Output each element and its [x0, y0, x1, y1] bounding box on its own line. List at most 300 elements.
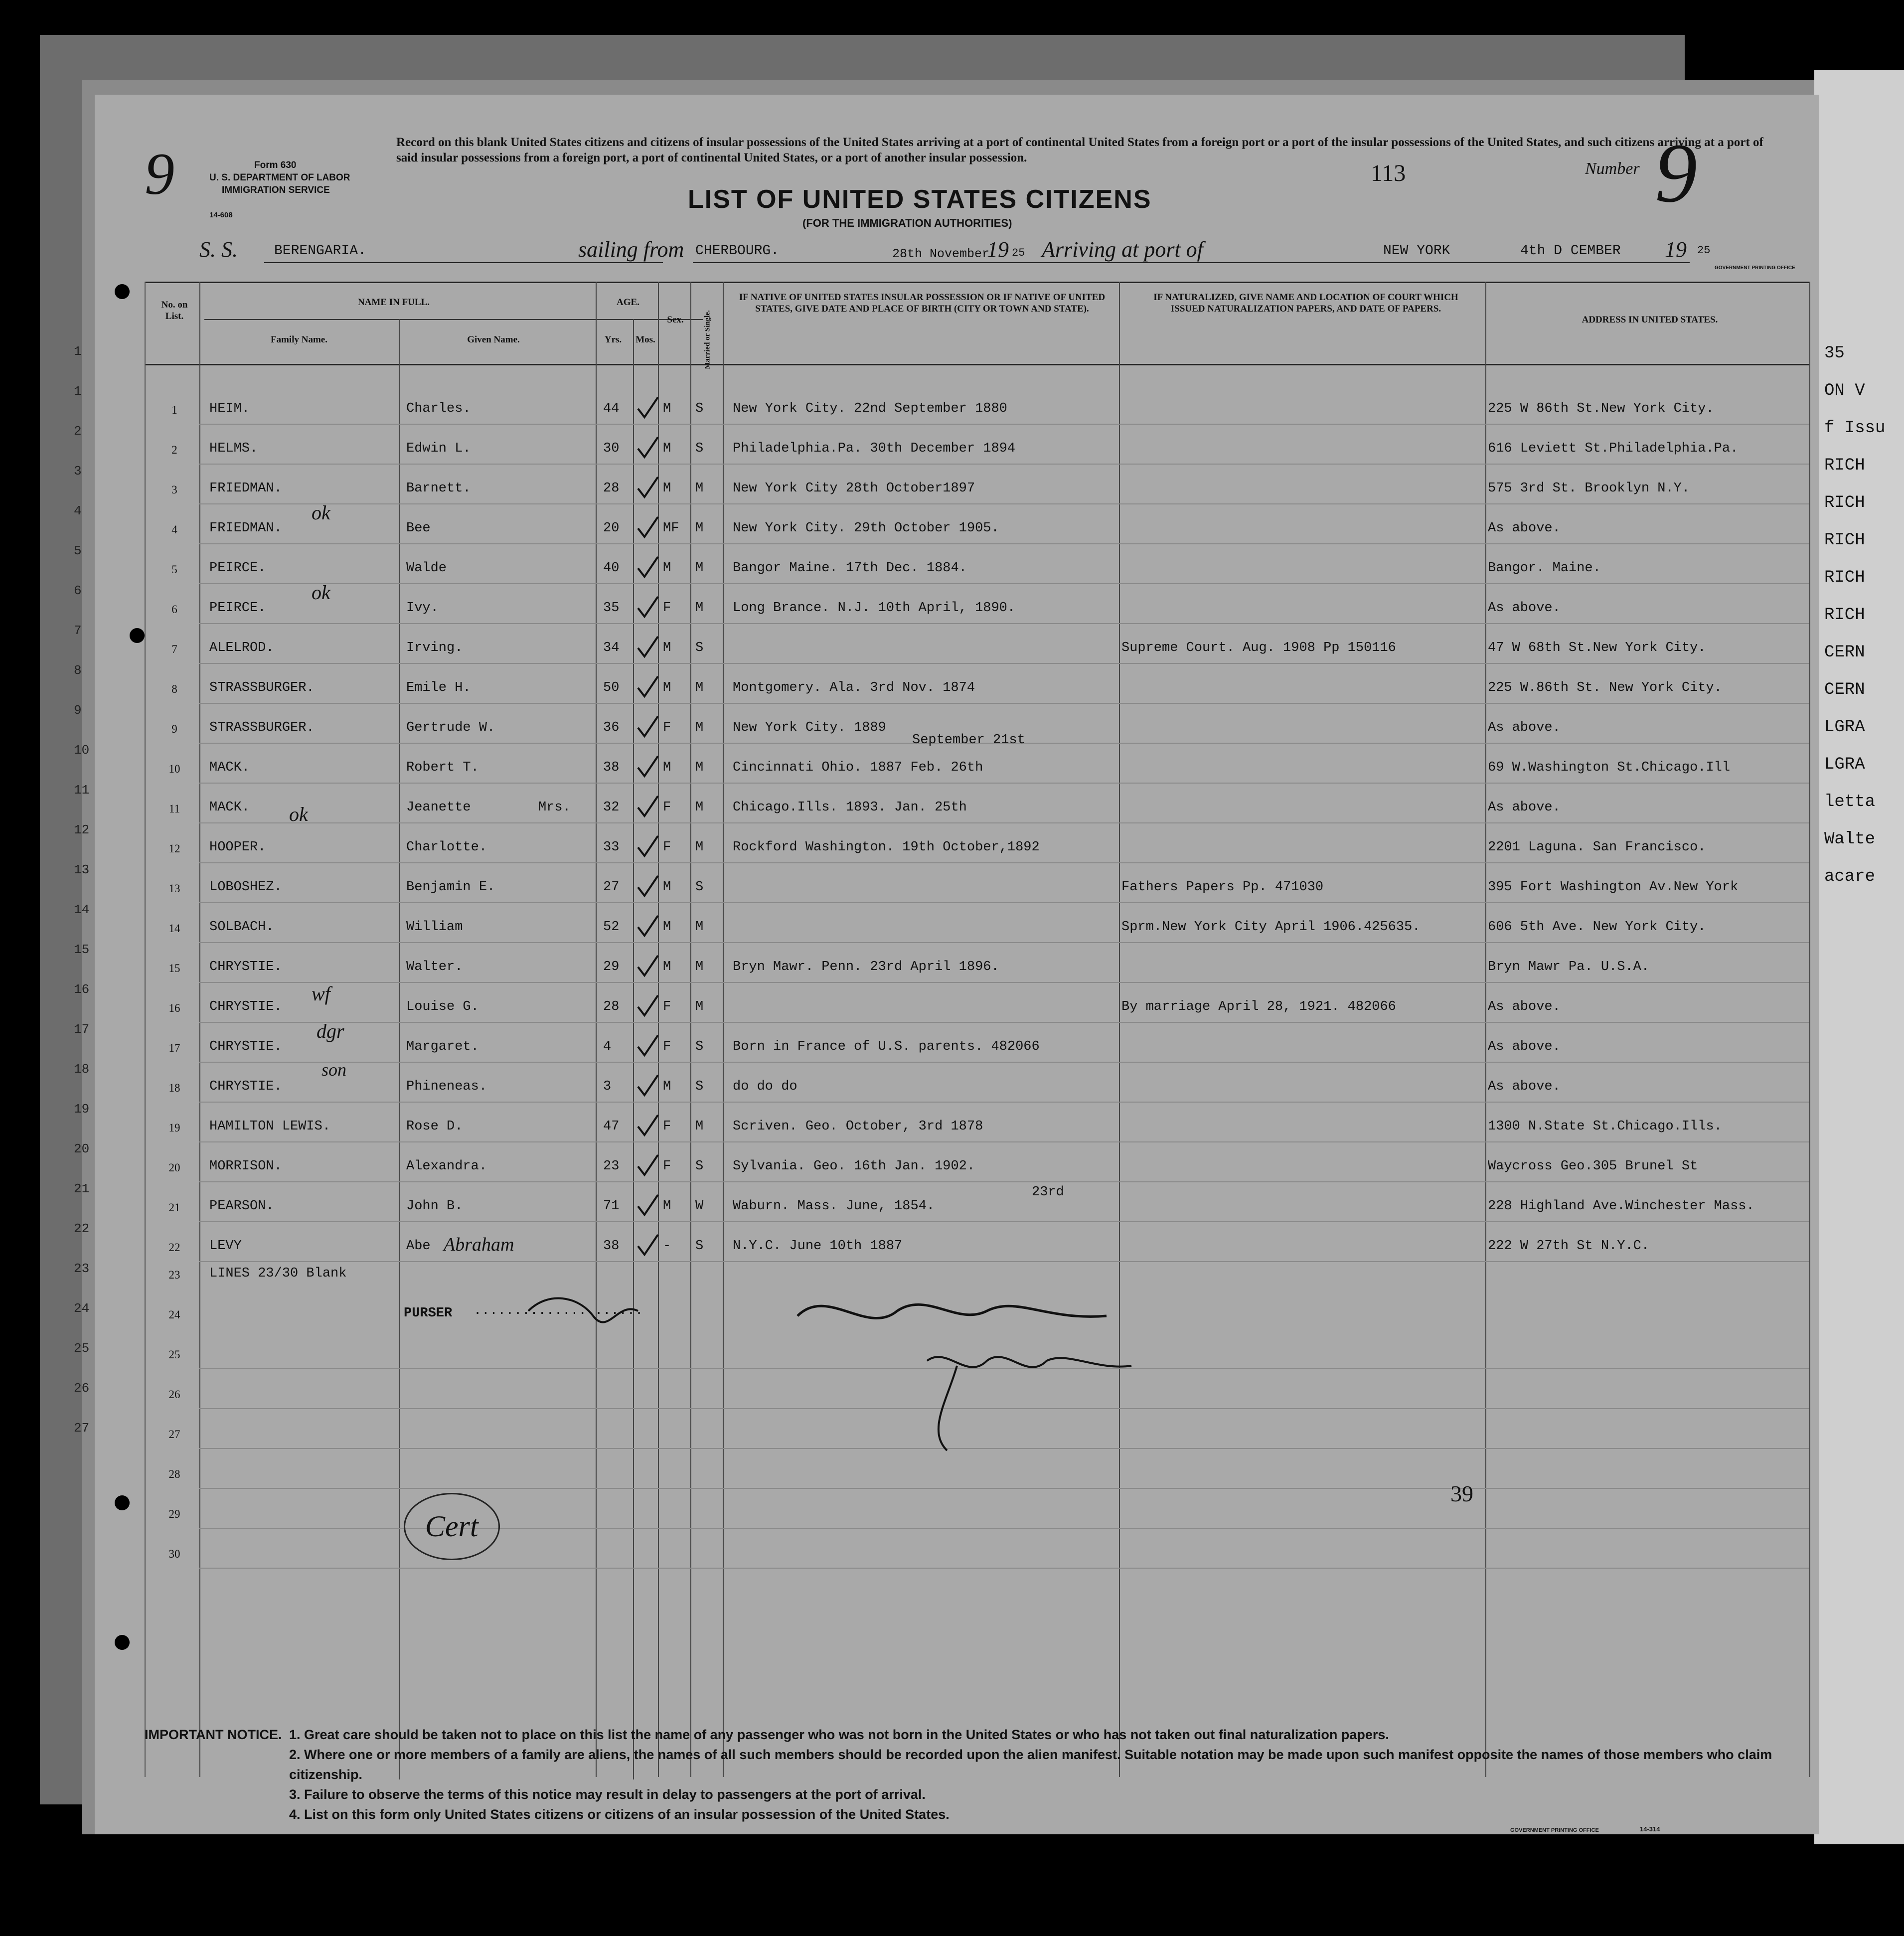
us-address: 575 3rd St. Brooklyn N.Y. [1488, 481, 1690, 496]
adjacent-page-text: CERN [1824, 643, 1865, 662]
adjacent-page-text: LGRA [1824, 755, 1865, 774]
age-years: 71 [603, 1199, 620, 1214]
age-years: 34 [603, 641, 620, 655]
line-number: 28 [168, 1468, 180, 1480]
marital-status: M [695, 760, 704, 775]
row-number: 17 [168, 1042, 180, 1054]
adjacent-line-number: 22 [74, 1221, 90, 1236]
birth-info: Scriven. Geo. October, 3rd 1878 [733, 1119, 983, 1134]
age-years: 28 [603, 481, 620, 496]
age-years: 38 [603, 760, 620, 775]
check-mark [635, 636, 660, 660]
birth-info: Long Brance. N.J. 10th April, 1890. [733, 601, 1016, 616]
family-name: LEVY [209, 1239, 242, 1254]
birth-info-cont: September 21st [912, 733, 1025, 748]
birth-info: New York City 28th October1897 [733, 481, 975, 496]
family-name: CHRYSTIE. [209, 960, 282, 974]
given-name: Abe [406, 1239, 431, 1254]
line-number: 26 [168, 1388, 180, 1401]
record-instructions: Record on this blank United States citizens and citizens of insular possessions of the United States arriving at a port of continental United States from a foreign port or a port of the insular possessions of the United States, and such citizens arriving at a port of said insular possessions from a foreign port, a port of continental United States, or a port of another insular possession. [396, 136, 1763, 164]
page-subtitle: (FOR THE IMMIGRATION AUTHORITIES) [802, 217, 1012, 229]
adjacent-line-number: 10 [74, 743, 90, 758]
handwritten-page-number: 9 [145, 141, 174, 207]
service: IMMIGRATION SERVICE [222, 185, 330, 195]
adjacent-page-fragment [1814, 70, 1904, 1844]
sex: F [663, 1159, 671, 1174]
check-mark [635, 396, 660, 421]
check-mark [635, 955, 660, 979]
age-years: 35 [603, 601, 620, 616]
given-name: Margaret. [406, 1039, 479, 1054]
marital-status: M [695, 720, 704, 735]
row-number: 18 [168, 1082, 180, 1094]
age-years: 36 [603, 720, 620, 735]
number-value: 9 [1655, 126, 1697, 220]
row-rule [199, 464, 1809, 465]
sex: F [663, 1119, 671, 1134]
sex: M [663, 1199, 671, 1214]
marital-status: S [695, 880, 704, 895]
row-rule [199, 1568, 1809, 1569]
arrival-port: NEW YORK [1383, 243, 1450, 259]
adjacent-line-number: 6 [74, 583, 82, 598]
check-mark [635, 1234, 660, 1259]
adjacent-line-number: 25 [74, 1341, 90, 1356]
row-number: 8 [171, 683, 177, 695]
family-name: HOOPER. [209, 840, 266, 855]
adjacent-line-number: 21 [74, 1181, 90, 1196]
check-mark [635, 795, 660, 820]
us-address: 228 Highland Ave.Winchester Mass. [1488, 1199, 1754, 1214]
given-name: Ivy. [406, 601, 439, 616]
check-mark [635, 835, 660, 860]
row-rule [199, 1488, 1809, 1489]
notice-item: 2. Where one or more members of a family are aliens, the names of all such members should be recorded upon the alien manifest. Suitable notation may be made upon such manifest opposite the names of those members who claim citizenship. [289, 1747, 1772, 1782]
row-rule [199, 862, 1809, 863]
us-address: As above. [1488, 601, 1561, 616]
sailing-label: sailing from [578, 237, 684, 262]
us-address: 222 W 27th St N.Y.C. [1488, 1239, 1650, 1254]
check-mark [635, 516, 660, 541]
check-mark [635, 1194, 660, 1219]
given-name: Barnett. [406, 481, 471, 496]
marital-status: M [695, 1119, 704, 1134]
marital-status: S [695, 1079, 704, 1094]
col-sex: Sex. [667, 315, 684, 325]
notice-item: 4. List on this form only United States citizens or citizens of an insular possession of the United States. [289, 1807, 950, 1822]
col-name-in-full: NAME IN FULL. [357, 297, 430, 308]
us-address: As above. [1488, 999, 1561, 1014]
given-name-suffix: Mrs. [538, 800, 571, 815]
row-number: 11 [168, 803, 180, 815]
marital-status: M [695, 680, 704, 695]
sex: M [663, 1079, 671, 1094]
birth-info: Montgomery. Ala. 3rd Nov. 1874 [733, 680, 975, 695]
marital-status: S [695, 441, 704, 456]
adjacent-line-number: 3 [74, 464, 82, 479]
marital-status: M [695, 840, 704, 855]
sex: M [663, 561, 671, 576]
sex: F [663, 800, 671, 815]
age-years: 44 [603, 401, 620, 416]
marital-status: M [695, 561, 704, 576]
check-mark [635, 1074, 660, 1099]
arrival-year-prefix: 19 [1665, 237, 1687, 262]
family-name: MORRISON. [209, 1159, 282, 1174]
family-name: ALELROD. [209, 641, 274, 655]
adjacent-line-number: 17 [74, 1022, 90, 1037]
naturalization-info: By marriage April 28, 1921. 482066 [1121, 999, 1396, 1014]
us-address: As above. [1488, 800, 1561, 815]
family-name: CHRYSTIE. [209, 1079, 282, 1094]
sailing-year-prefix: 19 [987, 237, 1009, 262]
family-name: SOLBACH. [209, 920, 274, 935]
handwritten-cert-mark: Cert [404, 1493, 500, 1560]
line-number: 25 [168, 1348, 180, 1361]
us-address: 616 Leviett St.Philadelphia.Pa. [1488, 441, 1739, 456]
family-name: STRASSBURGER. [209, 680, 315, 695]
adjacent-line-number: 1 [74, 344, 82, 359]
row-rule [199, 1261, 1809, 1262]
us-address: Waycross Geo.305 Brunel St [1488, 1159, 1698, 1174]
handwritten-note-row18: son [321, 1060, 347, 1080]
sailing-year: 25 [1012, 247, 1025, 259]
age-years: 40 [603, 561, 620, 576]
check-mark [635, 1114, 660, 1139]
marital-status: M [695, 999, 704, 1014]
sex: M [663, 481, 671, 496]
row-number: 22 [168, 1241, 180, 1254]
adjacent-page-text: acare [1824, 867, 1876, 886]
given-name: Edwin L. [406, 441, 471, 456]
us-address: As above. [1488, 1079, 1561, 1094]
row-rule [199, 1022, 1809, 1023]
us-address: Bangor. Maine. [1488, 561, 1601, 576]
signature-scribbles [518, 1281, 1216, 1460]
row-rule [199, 822, 1809, 823]
adjacent-line-number: 27 [74, 1421, 90, 1436]
given-name: Emile H. [406, 680, 471, 695]
family-name: CHRYSTIE. [209, 1039, 282, 1054]
age-years: 4 [603, 1039, 612, 1054]
col-address: ADDRESS IN UNITED STATES. [1582, 315, 1718, 325]
col-age: AGE. [617, 297, 639, 308]
family-name: MACK. [209, 800, 250, 815]
family-name: HELMS. [209, 441, 258, 456]
sex: M [663, 641, 671, 655]
given-name: Irving. [406, 641, 463, 655]
adjacent-line-number: 20 [74, 1141, 90, 1156]
adjacent-line-number: 23 [74, 1261, 90, 1276]
form-code: 14-608 [209, 211, 233, 219]
family-name: PEIRCE. [209, 601, 266, 616]
row-rule [199, 783, 1809, 784]
purser-dots: ..................... [474, 1303, 643, 1318]
age-years: 29 [603, 960, 620, 974]
sex: F [663, 1039, 671, 1054]
handwritten-note-row16: wf [312, 982, 330, 1005]
adjacent-page-text: CERN [1824, 680, 1865, 699]
us-address: 1300 N.State St.Chicago.Ills. [1488, 1119, 1722, 1134]
ship-name: BERENGARIA. [274, 243, 366, 259]
us-address: As above. [1488, 1039, 1561, 1054]
row-number: 4 [171, 523, 177, 536]
marital-status: S [695, 1039, 704, 1054]
blank-lines-note: LINES 23/30 Blank [209, 1266, 347, 1281]
handwritten-note-row4: ok [312, 501, 330, 524]
adjacent-page-text: f Issu [1824, 419, 1886, 438]
col-no: No. on List. [161, 300, 188, 322]
sex: F [663, 720, 671, 735]
age-years: 33 [603, 840, 620, 855]
age-years: 23 [603, 1159, 620, 1174]
row-rule [199, 902, 1809, 903]
birth-info: Cincinnati Ohio. 1887 Feb. 26th [733, 760, 983, 775]
department: U. S. DEPARTMENT OF LABOR [209, 172, 350, 183]
given-name: Gertrude W. [406, 720, 495, 735]
row-rule [199, 1181, 1809, 1182]
col-family-name: Family Name. [271, 334, 327, 345]
given-name: Alexandra. [406, 1159, 487, 1174]
age-years: 30 [603, 441, 620, 456]
adjacent-line-number: 11 [74, 783, 90, 798]
family-name: MACK. [209, 760, 250, 775]
adjacent-page-text: letta [1824, 793, 1876, 811]
check-mark [635, 755, 660, 780]
row-rule [199, 663, 1809, 664]
birth-info: New York City. 29th October 1905. [733, 521, 999, 536]
check-mark [635, 994, 660, 1019]
us-address: 225 W.86th St. New York City. [1488, 680, 1722, 695]
naturalization-info: Sprm.New York City April 1906.425635. [1121, 920, 1421, 935]
age-years: 20 [603, 521, 620, 536]
sex: F [663, 999, 671, 1014]
adjacent-line-number: 7 [74, 623, 82, 638]
row-number: 15 [168, 962, 180, 974]
col-naturalized: IF NATURALIZED, GIVE NAME AND LOCATION OF COURT WHICH ISSUED NATURALIZATION PAPERS, AND DATE OF PAPERS. [1153, 292, 1458, 314]
family-name: PEARSON. [209, 1199, 274, 1214]
given-name: Walde [406, 561, 447, 576]
sex: M [663, 401, 671, 416]
col-married: Married or Single. [703, 310, 712, 369]
sex: M [663, 441, 671, 456]
row-number: 5 [171, 563, 177, 576]
number-label: Number [1585, 160, 1640, 178]
row-number: 20 [168, 1161, 180, 1174]
footer-code: 14-314 [1640, 1825, 1660, 1833]
adjacent-line-number: 1 [74, 384, 82, 399]
row-rule [199, 623, 1809, 624]
adjacent-page-text: 35 [1824, 344, 1845, 363]
adjacent-line-number: 8 [74, 663, 82, 678]
us-address: As above. [1488, 720, 1561, 735]
row-rule [199, 1141, 1809, 1142]
line-number-24: 24 [168, 1308, 180, 1321]
row-rule [199, 942, 1809, 943]
page-stamp: 39 [1450, 1481, 1473, 1506]
adjacent-line-number: 9 [74, 703, 82, 718]
marital-status: M [695, 960, 704, 974]
adjacent-page-text: RICH [1824, 568, 1865, 587]
arriving-label: Arriving at port of [1042, 237, 1203, 262]
marital-status: S [695, 1159, 704, 1174]
adjacent-page-text: LGRA [1824, 718, 1865, 737]
check-mark [635, 675, 660, 700]
handwritten-note-row6: ok [312, 581, 330, 604]
row-rule [199, 1062, 1809, 1063]
notice-item: 1. Great care should be taken not to place on this list the name of any passenger who was not born in the United States or who has not taken out final naturalization papers. [289, 1727, 1389, 1742]
family-name: HEIM. [209, 401, 250, 416]
arrival-date: 4th D CEMBER [1520, 243, 1621, 259]
gpo-footer: GOVERNMENT PRINTING OFFICE [1510, 1827, 1599, 1833]
page-title: LIST OF UNITED STATES CITIZENS [688, 185, 1152, 214]
row-rule [199, 503, 1809, 504]
birth-info: Philadelphia.Pa. 30th December 1894 [733, 441, 1016, 456]
adjacent-page-text: RICH [1824, 456, 1865, 475]
age-years: 52 [603, 920, 620, 935]
birth-info: Born in France of U.S. parents. 482066 [733, 1039, 1040, 1054]
purser-label: PURSER [404, 1306, 453, 1321]
form-number: Form 630 [254, 160, 297, 170]
sex: - [663, 1239, 671, 1254]
us-address: Bryn Mawr Pa. U.S.A. [1488, 960, 1650, 974]
given-name: Jeanette [406, 800, 471, 815]
row-number: 2 [171, 444, 177, 456]
birth-info: do do do [733, 1079, 797, 1094]
row-rule [199, 424, 1809, 425]
family-name: STRASSBURGER. [209, 720, 315, 735]
sex: M [663, 960, 671, 974]
naturalization-info: Supreme Court. Aug. 1908 Pp 150116 [1121, 641, 1396, 655]
given-name: Benjamin E. [406, 880, 495, 895]
birth-info: Bryn Mawr. Penn. 23rd April 1896. [733, 960, 999, 974]
adjacent-line-number: 13 [74, 862, 90, 877]
row-number: 3 [171, 484, 177, 496]
given-name: Phineneas. [406, 1079, 487, 1094]
adjacent-page-text: Walte [1824, 830, 1876, 849]
marital-status: M [695, 920, 704, 935]
col-given-name: Given Name. [467, 334, 520, 345]
binder-hole [130, 628, 145, 643]
family-name: HAMILTON LEWIS. [209, 1119, 331, 1134]
row-rule [199, 982, 1809, 983]
birth-info-inserted: 23rd [1032, 1185, 1064, 1200]
line-number: 27 [168, 1428, 180, 1441]
row-rule [199, 1102, 1809, 1103]
given-name: Bee [406, 521, 431, 536]
sex: F [663, 601, 671, 616]
birth-info: Bangor Maine. 17th Dec. 1884. [733, 561, 967, 576]
birth-info: Chicago.Ills. 1893. Jan. 25th [733, 800, 967, 815]
sailing-port: CHERBOURG. [695, 243, 780, 259]
gpo-mark: GOVERNMENT PRINTING OFFICE [1715, 265, 1795, 271]
sex: M [663, 680, 671, 695]
given-name: Robert T. [406, 760, 479, 775]
age-years: 28 [603, 999, 620, 1014]
row-number: 1 [171, 404, 177, 416]
check-mark [635, 1154, 660, 1179]
row-rule [199, 543, 1809, 544]
age-years: 32 [603, 800, 620, 815]
adjacent-line-number: 5 [74, 543, 82, 558]
given-name: William [406, 920, 463, 935]
row-number: 16 [168, 1002, 180, 1014]
age-years: 38 [603, 1239, 620, 1254]
arrival-year: 25 [1697, 244, 1711, 257]
marital-status: M [695, 800, 704, 815]
col-years: Yrs. [604, 334, 622, 345]
line-number-23: 23 [168, 1269, 180, 1281]
marital-status: M [695, 521, 704, 536]
adjacent-line-number: 4 [74, 503, 82, 518]
given-name: John B. [406, 1199, 463, 1214]
given-name: Charlotte. [406, 840, 487, 855]
col-months: Mos. [635, 334, 655, 345]
check-mark [635, 1034, 660, 1059]
adjacent-page-text: RICH [1824, 606, 1865, 625]
birth-info: Sylvania. Geo. 16th Jan. 1902. [733, 1159, 975, 1174]
row-number: 14 [168, 922, 180, 935]
line-number: 30 [168, 1548, 180, 1560]
row-rule [199, 703, 1809, 704]
given-name: Walter. [406, 960, 463, 974]
family-name: LOBOSHEZ. [209, 880, 282, 895]
adjacent-line-number: 14 [74, 902, 90, 917]
adjacent-page-text: RICH [1824, 531, 1865, 550]
check-mark [635, 915, 660, 940]
notice-items [289, 1725, 1794, 1824]
family-name: CHRYSTIE. [209, 999, 282, 1014]
us-address: 47 W 68th St.New York City. [1488, 641, 1706, 655]
stamp-number: 113 [1371, 160, 1406, 186]
row-number: 10 [168, 763, 180, 775]
adjacent-line-number: 26 [74, 1381, 90, 1396]
col-birth: IF NATIVE OF UNITED STATES INSULAR POSSESSION OR IF NATIVE OF UNITED STATES, GIVE DATE AND PLACE OF BIRTH (CITY OR TOWN AND STATE). [739, 292, 1106, 314]
binder-hole [115, 284, 130, 299]
age-years: 3 [603, 1079, 612, 1094]
sex: F [663, 840, 671, 855]
adjacent-line-number: 19 [74, 1102, 90, 1117]
family-name: FRIEDMAN. [209, 481, 282, 496]
check-mark [635, 476, 660, 501]
adjacent-line-number: 2 [74, 424, 82, 439]
age-years: 27 [603, 880, 620, 895]
handwritten-note-row11: ok [289, 803, 308, 825]
sex: M [663, 760, 671, 775]
marital-status: S [695, 401, 704, 416]
adjacent-line-number: 16 [74, 982, 90, 997]
adjacent-page-text: ON V [1824, 381, 1865, 400]
marital-status: W [695, 1199, 704, 1214]
adjacent-line-number: 24 [74, 1301, 90, 1316]
birth-info: Rockford Washington. 19th October,1892 [733, 840, 1040, 855]
marital-status: M [695, 601, 704, 616]
sex: M [663, 920, 671, 935]
handwritten-note-row17: dgr [317, 1020, 344, 1042]
birth-info: N.Y.C. June 10th 1887 [733, 1239, 903, 1254]
adjacent-page-line-numbers [65, 319, 95, 1765]
adjacent-page-text: RICH [1824, 493, 1865, 512]
us-address: 225 W 86th St.New York City. [1488, 401, 1714, 416]
row-rule [199, 1221, 1809, 1222]
us-address: As above. [1488, 521, 1561, 536]
notice-item: 3. Failure to observe the terms of this notice may result in delay to passengers at the port of arrival. [289, 1787, 926, 1802]
row-number: 7 [171, 643, 177, 655]
check-mark [635, 715, 660, 740]
check-mark [635, 596, 660, 621]
row-number: 13 [168, 882, 180, 895]
family-name: FRIEDMAN. [209, 521, 282, 536]
